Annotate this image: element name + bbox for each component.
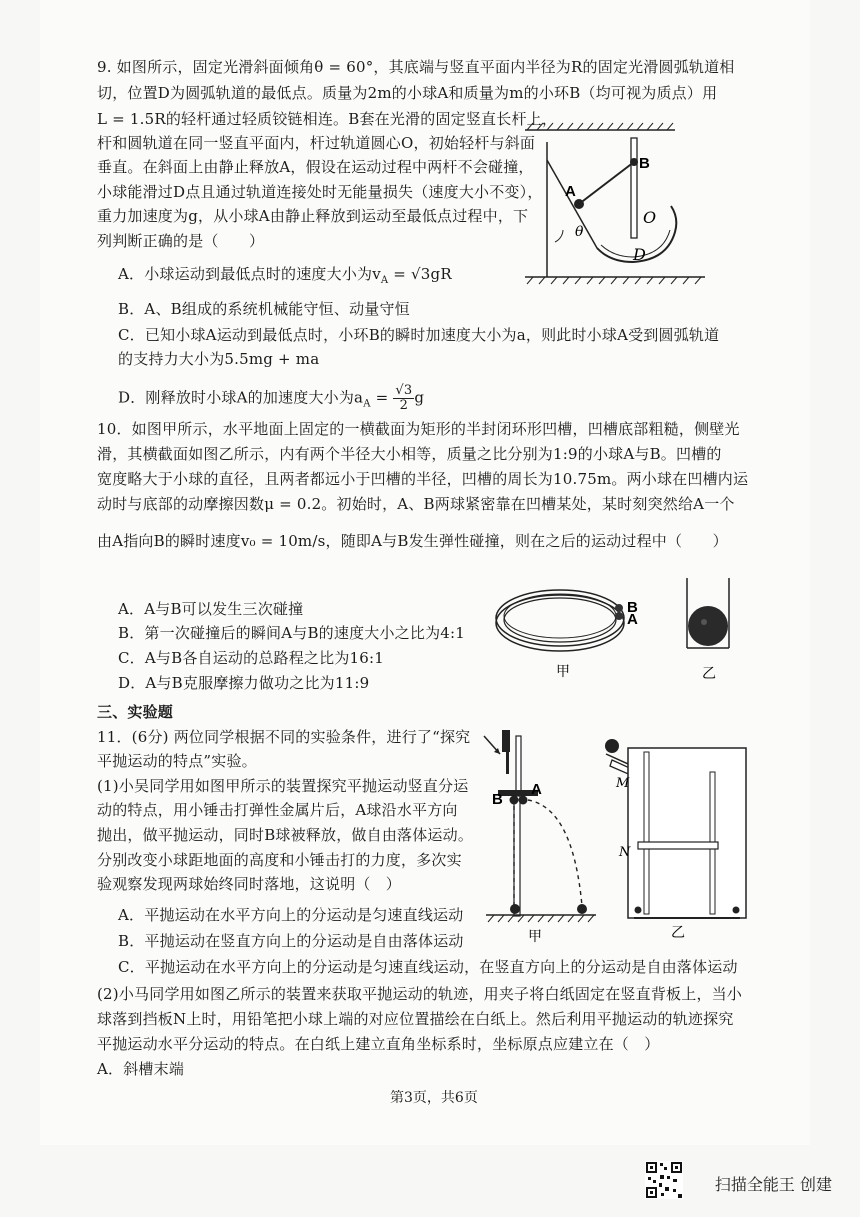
section-title: 三、实验题 bbox=[97, 703, 174, 721]
q9-line6: 小球能滑过D点且通过轨道连接处时无能量损失（速度大小不变）， bbox=[97, 183, 543, 201]
q10-option-d: D．A与B克服摩擦力做功之比为11:9 bbox=[118, 674, 370, 692]
q9-option-b: B．A、B组成的系统机械能守恒、动量守恒 bbox=[118, 300, 410, 318]
q9-option-d: D．刚释放时小球A的加速度大小为$a_A$ = $\frac{√3}{2}$ g bbox=[118, 383, 425, 413]
q11-option-a: A．平抛运动在水平方向上的分运动是匀速直线运动 bbox=[118, 906, 464, 924]
q10-line3: 宽度略大于小球的直径，且两者都远小于凹槽的半径，凹槽的周长为10.75m。两小球在凹槽内运 bbox=[97, 470, 749, 488]
q11-option-c: C．平抛运动在水平方向上的分运动是匀速直线运动，在竖直方向上的分运动是自由落体运动 bbox=[118, 958, 738, 976]
q10-line4: 动时与底部的动摩擦因数μ = 0.2。初始时，A、B两球紧密靠在凹槽某处，某时刻突然给A一个 bbox=[97, 495, 735, 513]
q10-option-c: C．A与B各自运动的总路程之比为16:1 bbox=[118, 649, 385, 667]
ring-caption: 甲 bbox=[556, 664, 570, 680]
q9-line2: 切，位置D为圆弧轨道的最低点。质量为2m的小球A和质量为m的小环B（均可视为质点）用 bbox=[97, 84, 718, 102]
q9-figure bbox=[515, 120, 715, 295]
q11-part2-line2: 球落到挡板N上时，用铅笔把小球上端的对应位置描绘在白纸上。然后利用平抛运动的轨迹探究 bbox=[97, 1010, 734, 1028]
q11-line3: (1)小吴同学用如图甲所示的装置探究平抛运动竖直分运 bbox=[97, 777, 469, 795]
q10-line1: 10．如图甲所示，水平地面上固定的一横截面为矩形的半封闭环形凹槽，凹槽底部粗糙，侧壁光 bbox=[97, 420, 740, 438]
jia-caption: 甲 bbox=[528, 929, 542, 945]
q9-line7: 重力加速度为g，从小球A由静止释放到运动至最低点过程中，下 bbox=[97, 207, 529, 225]
q10-figure-cross-section bbox=[680, 578, 740, 683]
q10-figure-ring bbox=[488, 578, 643, 678]
fraction: $\frac{√3}{2}$ bbox=[395, 383, 413, 413]
q11-figure-yi bbox=[598, 732, 748, 942]
q10-option-b: B．第一次碰撞后的瞬间A与B的速度大小之比为4:1 bbox=[118, 624, 466, 642]
jia-label-b: B bbox=[492, 791, 503, 808]
q11-line2: 平抛运动的特点”实验。 bbox=[97, 752, 257, 770]
ring-label-b: B bbox=[627, 599, 638, 616]
q11-line5: 抛出，做平抛运动，同时B球被释放，做自由落体运动。 bbox=[97, 826, 474, 844]
q11-line7: 验观察发现两球始终同时落地，这说明（ ） bbox=[97, 875, 402, 893]
q11-option-b: B．平抛运动在竖直方向上的分运动是自由落体运动 bbox=[118, 932, 464, 950]
q9-line5: 垂直。在斜面上由静止释放A，假设在运动过程中两杆不会碰撞， bbox=[97, 158, 534, 176]
fig-label-d: D bbox=[633, 245, 646, 264]
fig-label-b: B bbox=[639, 155, 650, 172]
yi-label-m: M bbox=[616, 776, 630, 791]
q9-line1: 9. 如图所示，固定光滑斜面倾角θ = 60°，其底端与竖直平面内半径为R的固定光滑圆弧轨道相 bbox=[97, 58, 735, 76]
page-number: 第3页，共6页 bbox=[390, 1090, 478, 1106]
q9-line3: L = 1.5R的轻杆通过轻质铰链相连。B套在光滑的固定竖直长杆上， bbox=[97, 110, 558, 128]
q11-part2-line1: (2)小马同学用如图乙所示的装置来获取平抛运动的轨迹，用夹子将白纸固定在竖直背板上，当小 bbox=[97, 985, 743, 1003]
q11-line4: 动的特点，用小锤击打弹性金属片后，A球沿水平方向 bbox=[97, 801, 458, 819]
jia-label-a: A bbox=[531, 781, 542, 798]
ring-label-a: A bbox=[627, 611, 638, 628]
q11-part2-line3: 平抛运动水平分运动的特点。在白纸上建立直角坐标系时，坐标原点应建立在（ ） bbox=[97, 1035, 660, 1053]
q9-option-a: A．小球运动到最低点时的速度大小为$v_A = √3gR$ bbox=[118, 265, 452, 286]
q9-option-c-line1: C．已知小球A运动到最低点时，小环B的瞬时加速度大小为a，则此时小球A受到圆弧轨道 bbox=[118, 326, 720, 344]
q10-line2: 滑，其横截面如图乙所示，内有两个半径大小相等，质量之比分别为1:9的小球A与B。凹槽的 bbox=[97, 445, 722, 463]
watermark-text: 扫描全能王 创建 bbox=[714, 1175, 832, 1194]
q9-option-c-line2: 的支持力大小为5.5mg + ma bbox=[118, 350, 320, 368]
fig-label-theta: θ bbox=[575, 224, 584, 240]
yi-caption: 乙 bbox=[671, 925, 685, 941]
q10-option-a: A．A与B可以发生三次碰撞 bbox=[118, 600, 304, 618]
qr-code-icon bbox=[645, 1161, 683, 1199]
q11-figure-jia bbox=[478, 728, 598, 953]
q11-part2-option-a: A．斜槽末端 bbox=[97, 1060, 185, 1078]
q11-line6: 分别改变小球距地面的高度和小锤击打的力度，多次实 bbox=[97, 851, 462, 869]
q10-line5: 由A指向B的瞬时速度v₀ = 10m/s，随即A与B发生弹性碰撞，则在之后的运动过程中（ ） bbox=[97, 532, 728, 550]
q11-line1: 11．(6分) 两位同学根据不同的实验条件，进行了“探究 bbox=[97, 728, 471, 746]
q9-line8: 列判断正确的是（ ） bbox=[97, 232, 265, 250]
fig-label-o: O bbox=[643, 208, 657, 227]
fig-label-a: A bbox=[565, 183, 576, 200]
cross-section-caption: 乙 bbox=[702, 666, 716, 682]
q9-line4: 杆和圆轨道在同一竖直平面内，杆过轨道圆心O，初始轻杆与斜面 bbox=[97, 134, 536, 152]
yi-label-n: N bbox=[619, 845, 631, 860]
